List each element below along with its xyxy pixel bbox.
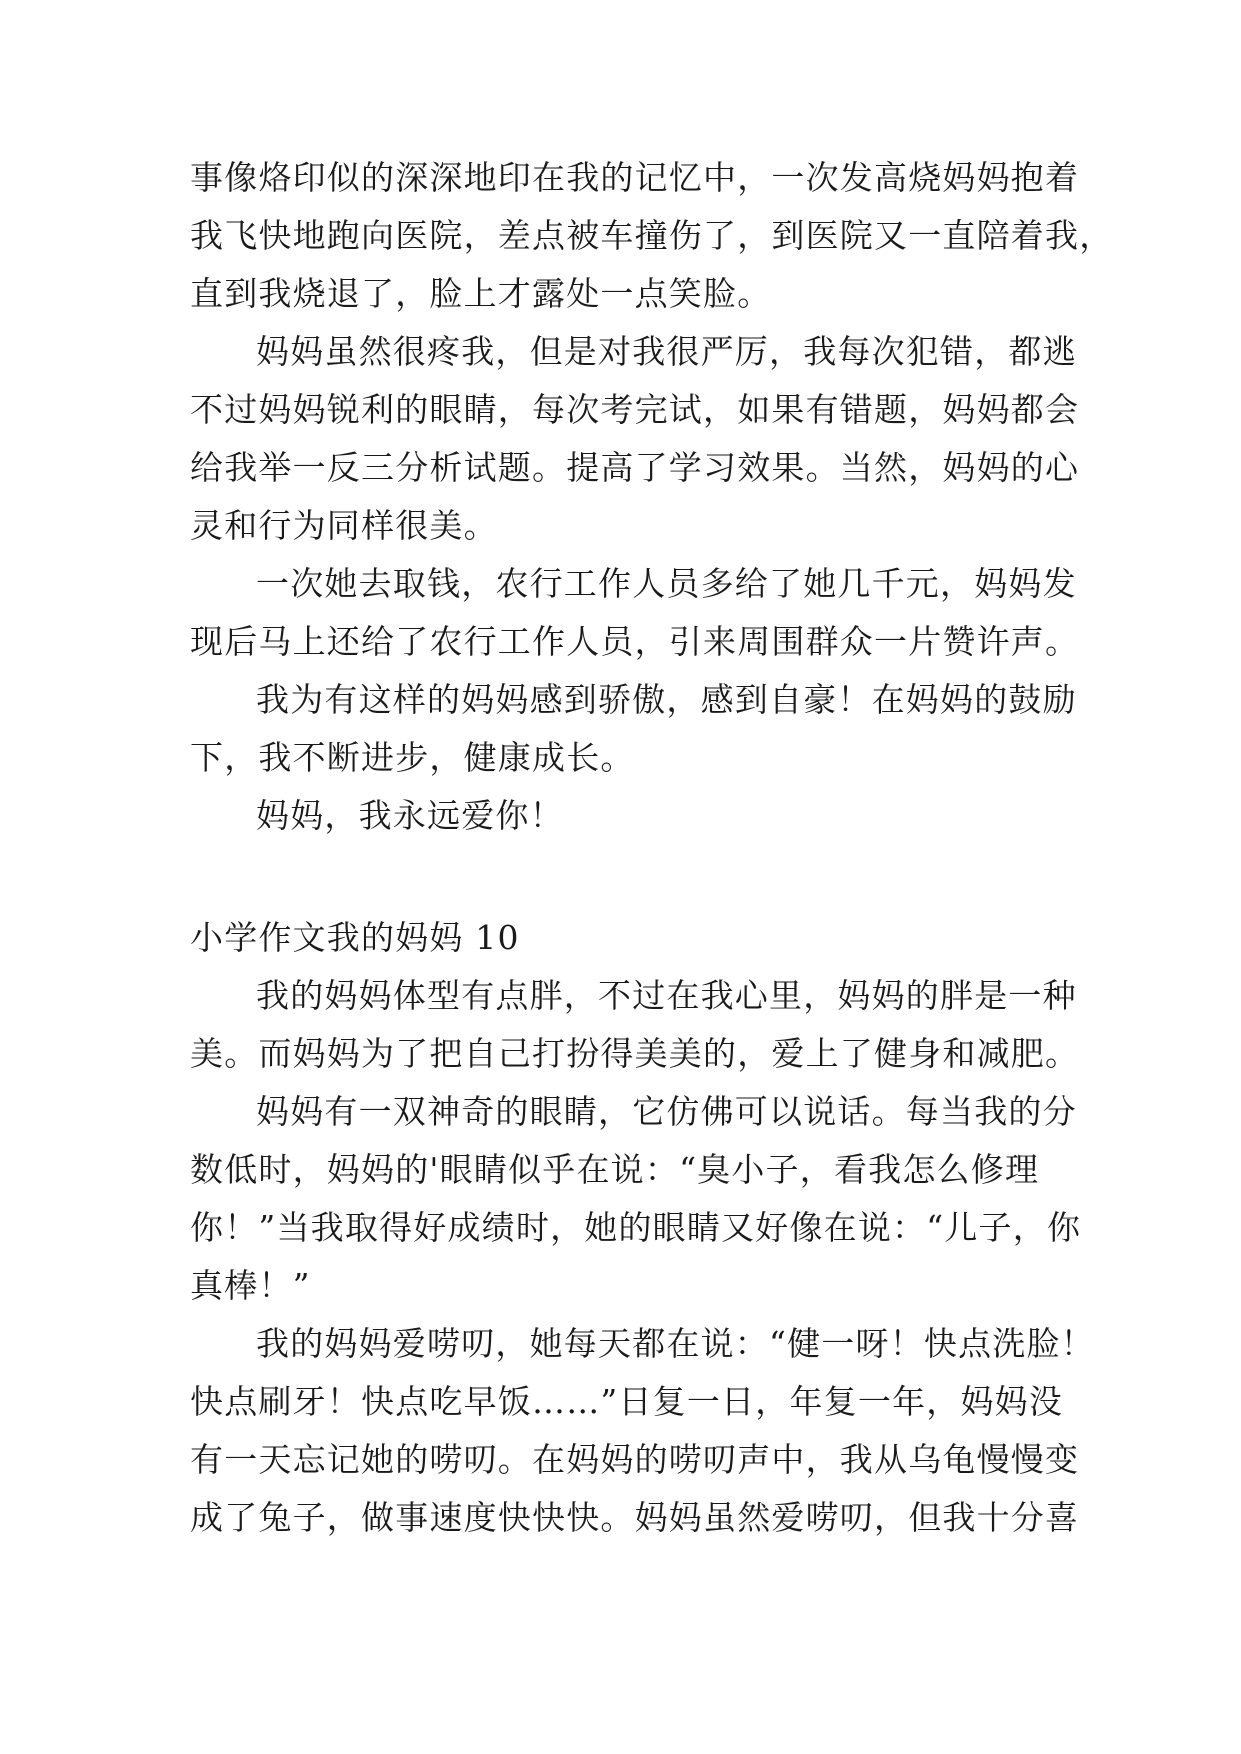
text-line: 给我举一反三分析试题。提高了学习效果。当然，妈妈的心: [190, 448, 1080, 487]
text-line: 我飞快地跑向医院，差点被车撞伤了，到医院又一直陪着我，: [190, 216, 1114, 255]
text-line: 快点刷牙！快点吃早饭……”日复一日，年复一年，妈妈没: [190, 1382, 1064, 1421]
text-line: 直到我烧退了，脸上才露处一点笑脸。: [190, 274, 772, 313]
text-line: 有一天忘记她的唠叨。在妈妈的唠叨声中，我从乌龟慢慢变: [190, 1440, 1080, 1479]
text-line: 下，我不断进步，健康成长。: [190, 738, 635, 777]
text-line: 真棒！”: [190, 1266, 311, 1305]
text-line: 美。而妈妈为了把自己打扮得美美的，爱上了健身和减肥。: [190, 1034, 1080, 1073]
paragraph-first-line: 我的妈妈爱唠叨，她每天都在说：“健一呀！快点洗脸！: [256, 1324, 1095, 1363]
paragraph-first-line: 妈妈，我永远爱你！: [256, 796, 564, 835]
paragraph-first-line: 我为有这样的妈妈感到骄傲，感到自豪！在妈妈的鼓励: [256, 680, 1077, 719]
text-line: 数低时，妈妈的'眼睛似乎在说：“臭小子，看我怎么修理: [190, 1150, 1040, 1189]
paragraph-first-line: 妈妈有一双神奇的眼睛，它仿佛可以说话。每当我的分: [256, 1092, 1077, 1131]
text-line: 现后马上还给了农行工作人员，引来周围群众一片赞许声。: [190, 622, 1080, 661]
text-line: 你！”当我取得好成绩时，她的眼睛又好像在说：“儿子，你: [190, 1208, 1082, 1247]
paragraph-first-line: 妈妈虽然很疼我，但是对我很严厉，我每次犯错，都逃: [256, 332, 1077, 371]
section-heading: 小学作文我的妈妈 10: [190, 918, 520, 957]
text-line: 不过妈妈锐利的眼睛，每次考完试，如果有错题，妈妈都会: [190, 390, 1080, 429]
text-line: 灵和行为同样很美。: [190, 506, 498, 545]
text-line: 成了兔子，做事速度快快快。妈妈虽然爱唠叨，但我十分喜: [190, 1498, 1080, 1537]
paragraph-first-line: 一次她去取钱，农行工作人员多给了她几千元，妈妈发: [256, 564, 1077, 603]
text-line: 事像烙印似的深深地印在我的记忆中，一次发高烧妈妈抱着: [190, 158, 1080, 197]
paragraph-first-line: 我的妈妈体型有点胖，不过在我心里，妈妈的胖是一种: [256, 976, 1077, 1015]
